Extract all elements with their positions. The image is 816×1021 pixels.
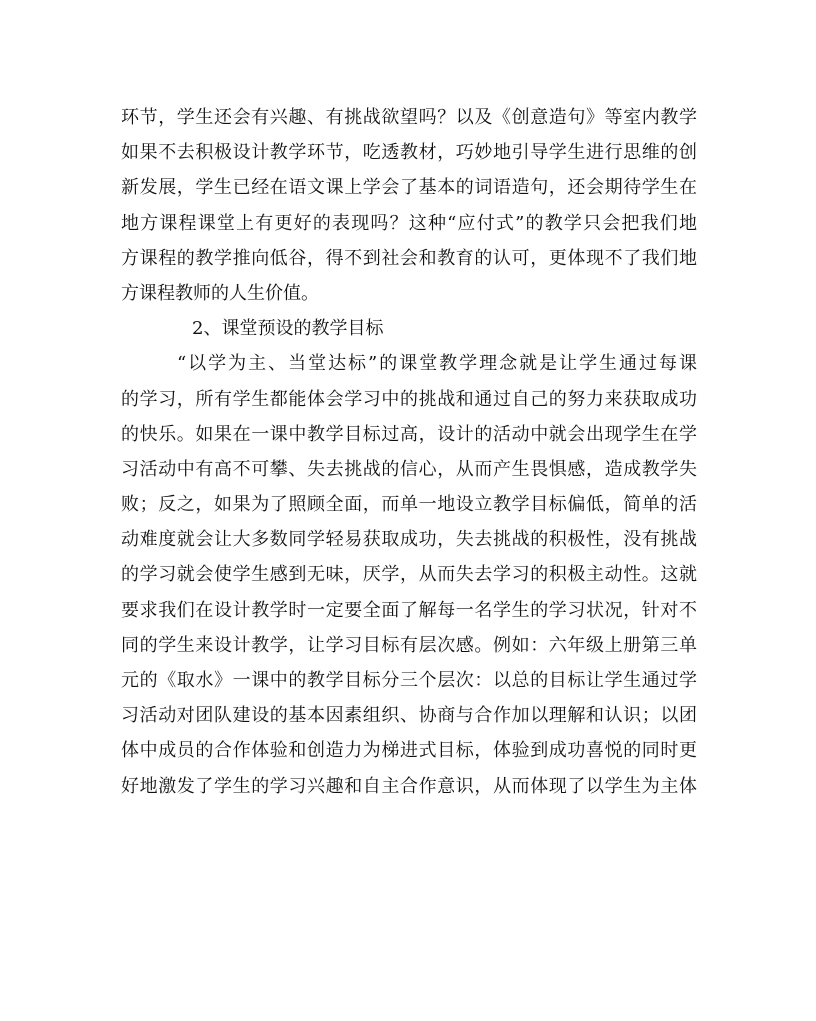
text-line: 习活动中有高不可攀、失去挑战的信心，从而产生畏惧感，造成教学失 xyxy=(121,458,697,480)
text-line: 同的学生来设计教学，让学习目标有层次感。例如：六年级上册第三单 xyxy=(121,634,697,656)
text-line: 要求我们在设计教学时一定要全面了解每一名学生的学习状况，针对不 xyxy=(121,599,697,621)
text-line: 环节，学生还会有兴趣、有挑战欲望吗？以及《创意造句》等室内教学 xyxy=(121,107,697,128)
text-line: 如果不去积极设计教学环节，吃透教材，巧妙地引导学生进行思维的创 xyxy=(121,142,697,164)
text-line: 体中成员的合作体验和创造力为梯进式目标，体验到成功喜悦的同时更 xyxy=(121,740,697,762)
text-line: 动难度就会让大多数同学轻易获取成功，失去挑战的积极性，没有挑战 xyxy=(121,529,697,551)
text-line: 的快乐。如果在一课中教学目标过高，设计的活动中就会出现学生在学 xyxy=(121,423,697,445)
text-line: 元的《取水》一课中的教学目标分三个层次：以总的目标让学生通过学 xyxy=(121,670,697,691)
text-line: “以学为主、当堂达标”的课堂教学理念就是让学生通过每课 xyxy=(177,353,697,375)
text-line: 习活动对团队建设的基本因素组织、协商与合作加以理解和认识；以团 xyxy=(121,705,697,727)
text-line: 方课程的教学推向低谷，得不到社会和教育的认可，更体现不了我们地 xyxy=(121,247,697,269)
text-line: 方课程教师的人生价值。 xyxy=(121,282,319,304)
body-text xyxy=(121,100,697,804)
text-line: 的学习就会使学生感到无味，厌学，从而失去学习的积极主动性。这就 xyxy=(121,564,697,586)
text-line: 新发展，学生已经在语文课上学会了基本的词语造句，还会期待学生在 xyxy=(121,177,697,199)
text-line: 败；反之，如果为了照顾全面，而单一地设立教学目标偏低，简单的活 xyxy=(121,494,697,516)
section-heading: 2、课堂预设的教学目标 xyxy=(192,318,384,340)
text-line: 好地激发了学生的学习兴趣和自主合作意识，从而体现了以学生为主体 xyxy=(121,775,697,797)
text-line: 的学习，所有学生都能体会学习中的挑战和通过自己的努力来获取成功 xyxy=(121,388,697,410)
text-line: 地方课程课堂上有更好的表现吗？这种“应付式”的教学只会把我们地 xyxy=(121,212,697,234)
